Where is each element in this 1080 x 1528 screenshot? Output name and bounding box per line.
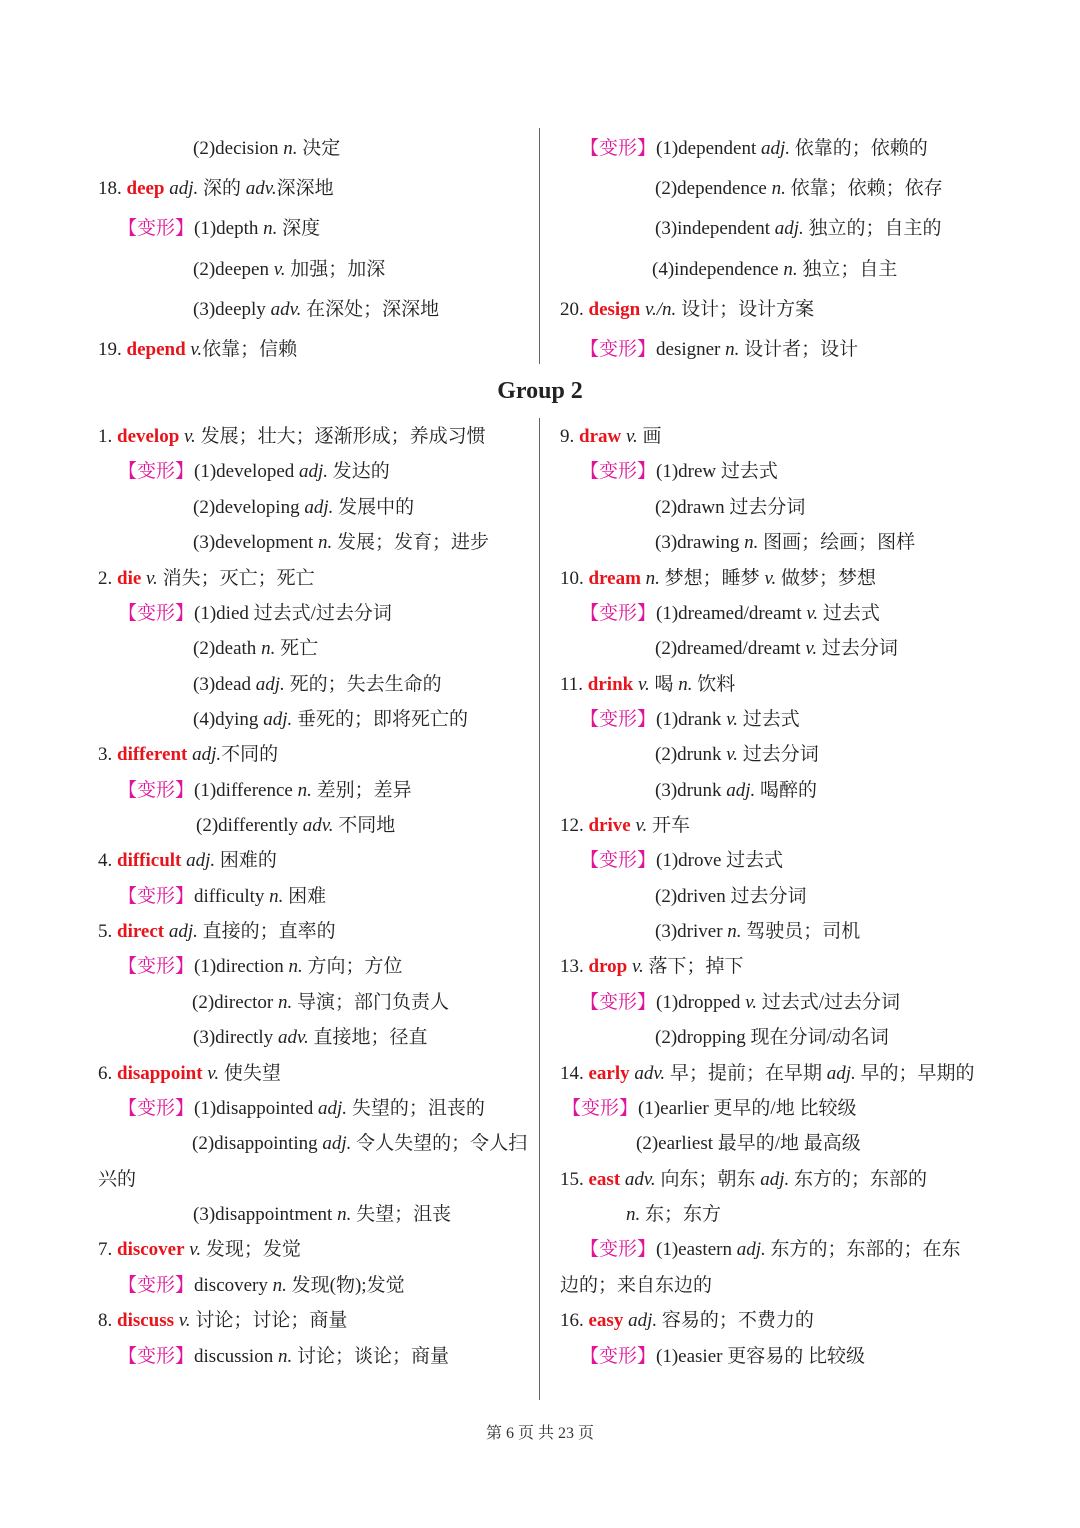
entry-text: 10. <box>560 568 589 589</box>
entry-text: (2)dropping 现在分词/动名词 <box>655 1027 889 1048</box>
part-of-speech: v. <box>805 638 818 659</box>
entry-line <box>193 1026 427 1050</box>
entry-text: (3)dead <box>193 674 256 695</box>
entry-headword-line <box>560 425 662 449</box>
entry-headword-line <box>560 567 876 591</box>
part-of-speech: n. <box>725 339 740 360</box>
variant-tag: 【变形】 <box>118 461 195 482</box>
entry-text: 发展；壮大；逐渐形成；养成习惯 <box>195 426 486 447</box>
entry-text: (1)easier 更容易的 比较级 <box>656 1346 865 1367</box>
entry-text: 16. <box>560 1310 589 1331</box>
entry-line <box>655 1026 889 1050</box>
entry-headword-line <box>560 298 814 322</box>
entry-line <box>193 298 439 322</box>
entry-text: (3)drawing <box>655 532 745 553</box>
headword: different <box>117 744 188 765</box>
part-of-speech: adj. <box>774 218 804 239</box>
part-of-speech: adj. <box>186 850 216 871</box>
entry-text: 19. <box>98 339 127 360</box>
entry-text: 早的；早期的 <box>855 1063 975 1084</box>
entry-headword-line <box>560 1168 927 1192</box>
entry-line <box>193 496 414 520</box>
part-of-speech: v. <box>745 992 757 1013</box>
entry-text: 失望的；沮丧的 <box>347 1098 485 1119</box>
part-of-speech: adj. <box>761 138 791 159</box>
headword: deep <box>126 178 165 199</box>
entry-text: (1)difference <box>194 780 298 801</box>
entry-text: 过去式 <box>737 709 800 730</box>
entry-text: 发展中的 <box>333 497 415 518</box>
entry-text: 驾驶员；司机 <box>741 921 861 942</box>
entry-text: (1)drove 过去式 <box>656 850 784 871</box>
entry-text: 东；东方 <box>640 1204 722 1225</box>
entry-line <box>118 885 326 909</box>
entry-headword-line <box>98 425 486 449</box>
entry-text: 9. <box>560 426 579 447</box>
entry-text: 消失；灭亡；死亡 <box>157 568 315 589</box>
entry-text: (1)dropped <box>656 992 746 1013</box>
entry-text: (3)directly <box>193 1027 278 1048</box>
entry-line <box>560 1274 712 1298</box>
variant-tag: 【变形】 <box>580 709 657 730</box>
entry-text: 不同的 <box>221 744 279 765</box>
entry-line <box>580 1345 865 1369</box>
entry-headword-line <box>98 1062 281 1086</box>
entry-text: 设计；设计方案 <box>676 299 815 320</box>
part-of-speech: n. <box>288 956 303 977</box>
entry-line <box>626 1203 721 1227</box>
entry-headword-line <box>98 743 278 767</box>
entry-text: 开车 <box>647 815 691 836</box>
part-of-speech: v. <box>631 956 644 977</box>
entry-text: 深的 <box>198 178 246 199</box>
entry-text: 喝 <box>649 674 679 695</box>
part-of-speech: n. <box>261 638 276 659</box>
entry-text: 方向；方位 <box>302 956 403 977</box>
variant-tag: 【变形】 <box>580 339 657 360</box>
entry-text: 8. <box>98 1310 117 1331</box>
entry-text: 饮料 <box>692 674 736 695</box>
entry-text: (2)death <box>193 638 262 659</box>
entry-text: (1)direction <box>194 956 289 977</box>
entry-line <box>580 1238 961 1262</box>
entry-text: 做梦；梦想 <box>776 568 876 589</box>
part-of-speech: v. <box>190 339 203 360</box>
entry-text: 4. <box>98 850 117 871</box>
entry-text: 图画；绘画；图样 <box>758 532 916 553</box>
entry-text: 喝醉的 <box>755 780 818 801</box>
entry-text: (2)disappointing <box>192 1133 323 1154</box>
entry-line <box>580 338 858 362</box>
entry-text: 导演；部门负责人 <box>292 992 449 1013</box>
entry-line <box>193 708 468 732</box>
entry-text: 深度 <box>277 218 321 239</box>
entry-text: (2)differently <box>196 815 303 836</box>
entry-text: 1. <box>98 426 117 447</box>
entry-text: (2)dreamed/dreamt <box>655 638 806 659</box>
entry-text: 5. <box>98 921 117 942</box>
part-of-speech: n. <box>771 178 786 199</box>
entry-text: 发达的 <box>328 461 390 482</box>
entry-headword-line <box>98 1238 301 1262</box>
column-divider-top <box>539 128 540 364</box>
entry-line <box>118 1345 449 1369</box>
headword: design <box>588 299 641 320</box>
entry-headword-line <box>560 673 735 697</box>
entry-line <box>655 779 817 803</box>
entry-text: (1)developed <box>194 461 299 482</box>
entry-text: (1)depth <box>194 218 264 239</box>
entry-line <box>193 673 442 697</box>
entry-text: 直接地；径直 <box>308 1027 428 1048</box>
entry-text: (3)driver <box>655 921 728 942</box>
part-of-speech: adv. <box>302 815 334 836</box>
entry-line <box>580 849 783 873</box>
part-of-speech: n. <box>626 1204 641 1225</box>
entry-text: (1)died 过去式/过去分词 <box>194 603 392 624</box>
part-of-speech: v. <box>184 426 196 447</box>
part-of-speech: adj. <box>318 1098 348 1119</box>
entry-line <box>655 531 915 555</box>
entry-text: (2)developing <box>193 497 305 518</box>
entry-line <box>192 991 449 1015</box>
entry-line <box>118 217 320 241</box>
entry-text: 垂死的；即将死亡的 <box>292 709 468 730</box>
entry-text: (1)drew 过去式 <box>656 461 778 482</box>
part-of-speech: adj. <box>255 674 285 695</box>
variant-tag: 【变形】 <box>118 218 195 239</box>
entry-text: 不同地 <box>333 815 396 836</box>
part-of-speech: n. <box>678 674 693 695</box>
entry-text: 兴的 <box>98 1169 137 1190</box>
part-of-speech: n. <box>645 568 660 589</box>
variant-tag: 【变形】 <box>118 956 195 977</box>
entry-line <box>580 460 778 484</box>
part-of-speech: adj. <box>168 921 198 942</box>
entry-line <box>118 1097 485 1121</box>
entry-text: (3)disappointment <box>193 1204 338 1225</box>
entry-text: 早；提前；在早期 <box>665 1063 827 1084</box>
entry-line <box>655 743 819 767</box>
entry-headword-line <box>560 814 690 838</box>
part-of-speech: n. <box>283 138 298 159</box>
part-of-speech: adj. <box>628 1310 658 1331</box>
entry-text: 使失望 <box>219 1063 281 1084</box>
entry-text: 深深地 <box>276 178 334 199</box>
entry-text: 差别；差异 <box>311 780 412 801</box>
part-of-speech: n. <box>297 780 312 801</box>
headword: depend <box>126 339 186 360</box>
part-of-speech: adj. <box>304 497 334 518</box>
part-of-speech: adv. <box>270 299 302 320</box>
entry-text: 20. <box>560 299 589 320</box>
part-of-speech: v. <box>806 603 819 624</box>
entry-text: discovery <box>194 1275 273 1296</box>
entry-headword-line <box>98 1309 347 1333</box>
part-of-speech: adj. <box>760 1169 790 1190</box>
entry-text: 直接的；直率的 <box>197 921 336 942</box>
entry-line <box>580 991 900 1015</box>
entry-text: 11. <box>560 674 588 695</box>
entry-line <box>655 637 898 661</box>
entry-text: 依靠；依赖；依存 <box>785 178 943 199</box>
entry-line <box>118 955 402 979</box>
entry-text: 困难的 <box>215 850 277 871</box>
variant-tag: 【变形】 <box>580 138 657 159</box>
variant-tag: 【变形】 <box>118 1346 195 1367</box>
entry-line <box>118 779 412 803</box>
entry-line <box>193 137 340 161</box>
entry-headword-line <box>98 849 277 873</box>
headword: drive <box>588 815 631 836</box>
entry-line <box>655 217 942 241</box>
entry-text: (2)director <box>192 992 278 1013</box>
part-of-speech: adv. <box>245 178 277 199</box>
headword: develop <box>117 426 180 447</box>
entry-line <box>655 177 943 201</box>
entry-text: 加强；加深 <box>285 259 386 280</box>
part-of-speech: n. <box>783 259 798 280</box>
entry-text: (2)drunk <box>655 744 727 765</box>
entry-text: 困难 <box>283 886 327 907</box>
headword: drop <box>588 956 628 977</box>
entry-text: 依靠；信赖 <box>202 339 298 360</box>
entry-text: 容易的；不费力的 <box>657 1310 814 1331</box>
entry-text: 在深处；深深地 <box>301 299 440 320</box>
variant-tag: 【变形】 <box>580 1239 657 1260</box>
entry-text: (2)drawn 过去分词 <box>655 497 806 518</box>
part-of-speech: n. <box>277 992 293 1013</box>
entry-line <box>193 637 318 661</box>
entry-line <box>193 1203 451 1227</box>
part-of-speech: n. <box>744 532 759 553</box>
part-of-speech: v. <box>726 709 738 730</box>
entry-line <box>193 258 385 282</box>
entry-headword-line <box>98 338 297 362</box>
entry-text: 14. <box>560 1063 589 1084</box>
entry-line <box>580 602 880 626</box>
entry-line <box>655 885 806 909</box>
part-of-speech: adj. <box>826 1063 856 1084</box>
entry-line <box>580 708 800 732</box>
part-of-speech: adv. <box>277 1027 309 1048</box>
entry-line <box>580 137 928 161</box>
entry-text: 3. <box>98 744 117 765</box>
entry-text: 令人失望的；令人扫 <box>351 1133 528 1154</box>
headword: discuss <box>117 1310 175 1331</box>
entry-headword-line <box>98 920 336 944</box>
entry-text: 15. <box>560 1169 589 1190</box>
variant-tag: 【变形】 <box>118 780 195 801</box>
entry-text: 落下；掉下 <box>643 956 744 977</box>
part-of-speech: n. <box>263 218 278 239</box>
variant-tag: 【变形】 <box>118 603 195 624</box>
entry-text: 设计者；设计 <box>739 339 859 360</box>
entry-line <box>193 531 489 555</box>
headword: drink <box>587 674 634 695</box>
part-of-speech: adv. <box>624 1169 656 1190</box>
entry-line <box>655 496 805 520</box>
part-of-speech: adj. <box>263 709 293 730</box>
part-of-speech: v. <box>637 674 650 695</box>
entry-headword-line <box>98 567 315 591</box>
headword: discover <box>117 1239 185 1260</box>
entry-text: 发展；发育；进步 <box>332 532 490 553</box>
part-of-speech: adv. <box>634 1063 666 1084</box>
entry-text: 7. <box>98 1239 117 1260</box>
entry-text: (3)deeply <box>193 299 271 320</box>
entry-text: (4)independence <box>652 259 784 280</box>
part-of-speech: n. <box>269 886 284 907</box>
page-number: 第 6 页 共 23 页 <box>485 1425 594 1442</box>
entry-text: 6. <box>98 1063 117 1084</box>
variant-tag: 【变形】 <box>118 1098 195 1119</box>
entry-text: 依靠的；依赖的 <box>790 138 928 159</box>
entry-text: 边的；来自东边的 <box>560 1275 713 1296</box>
entry-line <box>118 1274 405 1298</box>
part-of-speech: adj. <box>192 744 222 765</box>
column-divider-bottom <box>539 418 540 1400</box>
part-of-speech: adj. <box>299 461 329 482</box>
variant-tag: 【变形】 <box>562 1098 639 1119</box>
entry-text: 过去分词 <box>817 638 898 659</box>
headword: die <box>117 568 142 589</box>
entry-text: 独立；自主 <box>797 259 898 280</box>
entry-headword-line <box>560 1062 975 1086</box>
headword: direct <box>117 921 165 942</box>
entry-text: (1)earlier 更早的/地 比较级 <box>638 1098 857 1119</box>
headword: disappoint <box>117 1063 203 1084</box>
variant-tag: 【变形】 <box>580 850 657 871</box>
group-title: Group 2 <box>497 378 583 404</box>
part-of-speech: v. <box>146 568 158 589</box>
entry-text: 2. <box>98 568 117 589</box>
entry-text: (2)deepen <box>193 259 274 280</box>
entry-text: (1)eastern <box>656 1239 737 1260</box>
entry-text: 独立的；自主的 <box>803 218 942 239</box>
part-of-speech: n. <box>318 532 333 553</box>
entry-headword-line <box>98 177 334 201</box>
entry-text: 画 <box>637 426 662 447</box>
part-of-speech: v. <box>764 568 777 589</box>
entry-line <box>562 1097 856 1121</box>
entry-line <box>655 920 860 944</box>
variant-tag: 【变形】 <box>580 1346 657 1367</box>
entry-text: (3)development <box>193 532 319 553</box>
headword: draw <box>579 426 622 447</box>
entry-text: (4)dying <box>193 709 264 730</box>
part-of-speech: adj. <box>726 780 756 801</box>
entry-text: 讨论；谈论；商量 <box>292 1346 449 1367</box>
part-of-speech: v. <box>189 1239 202 1260</box>
part-of-speech: v. <box>625 426 638 447</box>
part-of-speech: n. <box>277 1346 293 1367</box>
headword: dream <box>588 568 641 589</box>
entry-text: 过去式/过去分词 <box>756 992 900 1013</box>
entry-text: 过去分词 <box>738 744 819 765</box>
part-of-speech: adj. <box>736 1239 766 1260</box>
variant-tag: 【变形】 <box>580 461 657 482</box>
headword: easy <box>588 1310 624 1331</box>
entry-line <box>98 1168 136 1192</box>
part-of-speech: n. <box>337 1204 352 1225</box>
entry-text: 失望；沮丧 <box>351 1204 452 1225</box>
entry-line <box>118 460 390 484</box>
entry-line <box>636 1132 861 1156</box>
part-of-speech: v. <box>635 815 648 836</box>
part-of-speech: v. <box>178 1310 191 1331</box>
entry-text: (2)earliest 最早的/地 最高级 <box>636 1133 861 1154</box>
entry-headword-line <box>560 1309 814 1333</box>
entry-text: 讨论；讨论；商量 <box>190 1310 348 1331</box>
entry-text: (1)dreamed/dreamt <box>656 603 807 624</box>
entry-text: (1)disappointed <box>194 1098 319 1119</box>
entry-text: 死亡 <box>275 638 319 659</box>
part-of-speech: v. <box>726 744 739 765</box>
entry-text: 死的；失去生命的 <box>284 674 442 695</box>
entry-text: 东方的；东部的 <box>789 1169 927 1190</box>
entry-text: (1)drank <box>656 709 727 730</box>
entry-text: (3)drunk <box>655 780 727 801</box>
part-of-speech: v. <box>207 1063 220 1084</box>
entry-text: 决定 <box>297 138 341 159</box>
entry-line <box>118 602 392 626</box>
entry-text: (2)decision <box>193 138 284 159</box>
part-of-speech: adj. <box>169 178 199 199</box>
variant-tag: 【变形】 <box>580 603 657 624</box>
part-of-speech: v. <box>273 259 286 280</box>
entry-text: (2)dependence <box>655 178 772 199</box>
entry-text: 过去式 <box>818 603 880 624</box>
entry-text: 13. <box>560 956 589 977</box>
entry-line <box>192 1132 527 1156</box>
entry-text: 发现(物);发觉 <box>286 1275 405 1296</box>
headword: difficult <box>117 850 182 871</box>
entry-headword-line <box>560 955 744 979</box>
headword: east <box>588 1169 621 1190</box>
entry-text: 向东；朝东 <box>655 1169 761 1190</box>
entry-line <box>196 814 395 838</box>
headword: early <box>588 1063 630 1084</box>
entry-text: (3)independent <box>655 218 775 239</box>
variant-tag: 【变形】 <box>118 1275 195 1296</box>
entry-line <box>652 258 897 282</box>
entry-text: difficulty <box>194 886 270 907</box>
part-of-speech: n. <box>727 921 742 942</box>
entry-text: discussion <box>194 1346 278 1367</box>
entry-text: (1)dependent <box>656 138 761 159</box>
part-of-speech: n. <box>272 1275 287 1296</box>
entry-text: 东方的；东部的；在东 <box>765 1239 961 1260</box>
entry-text: 18. <box>98 178 127 199</box>
entry-text: (2)driven 过去分词 <box>655 886 807 907</box>
part-of-speech: v./n. <box>645 299 677 320</box>
entry-text: 12. <box>560 815 589 836</box>
variant-tag: 【变形】 <box>580 992 657 1013</box>
entry-text: 发现；发觉 <box>201 1239 301 1260</box>
variant-tag: 【变形】 <box>118 886 195 907</box>
entry-text: designer <box>656 339 726 360</box>
part-of-speech: adj. <box>322 1133 352 1154</box>
entry-text: 梦想；睡梦 <box>659 568 765 589</box>
